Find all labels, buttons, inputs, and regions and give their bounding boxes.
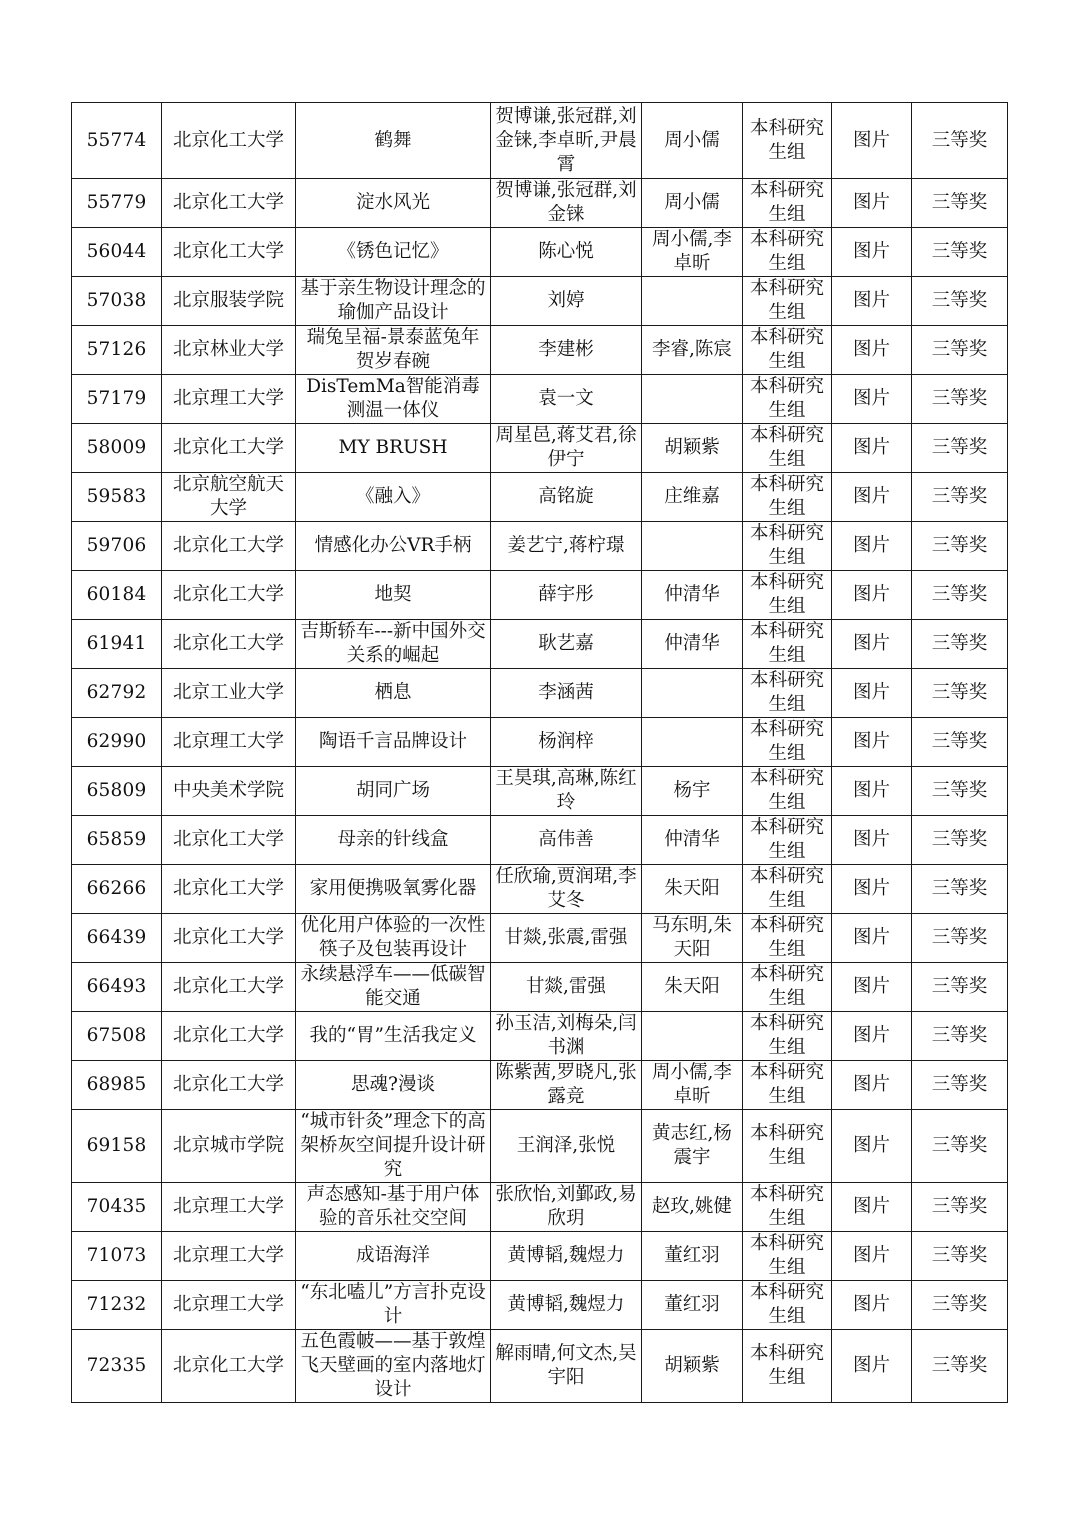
entry-id-cell: 59706: [72, 522, 162, 571]
authors-cell: 张欣怡,刘鄞政,易欣玥: [491, 1183, 642, 1232]
authors-cell: 高伟善: [491, 816, 642, 865]
table-row: [72, 963, 1008, 1012]
award-cell: 三等奖: [912, 522, 1008, 571]
entry-id-cell: 65809: [72, 767, 162, 816]
authors-cell: 王昊琪,高琳,陈红玲: [491, 767, 642, 816]
work-title-cell: 母亲的针线盒: [296, 816, 491, 865]
award-cell: 三等奖: [912, 865, 1008, 914]
award-cell: 三等奖: [912, 228, 1008, 277]
table-row: [72, 473, 1008, 522]
category-cell: 图片: [832, 326, 912, 375]
authors-cell: 甘燚,张震,雷强: [491, 914, 642, 963]
authors-cell: 杨润梓: [491, 718, 642, 767]
category-cell: 图片: [832, 767, 912, 816]
table-body: [72, 103, 1008, 1403]
school-cell: 北京理工大学: [162, 718, 296, 767]
school-cell: 北京化工大学: [162, 424, 296, 473]
group-cell: 本科研究生组: [743, 103, 832, 179]
advisor-cell: 朱天阳: [642, 865, 743, 914]
group-cell: 本科研究生组: [743, 424, 832, 473]
award-cell: 三等奖: [912, 424, 1008, 473]
award-cell: 三等奖: [912, 1330, 1008, 1403]
entry-id-cell: 58009: [72, 424, 162, 473]
group-cell: 本科研究生组: [743, 277, 832, 326]
work-title-cell: 胡同广场: [296, 767, 491, 816]
authors-cell: 刘婷: [491, 277, 642, 326]
advisor-cell: 朱天阳: [642, 963, 743, 1012]
award-cell: 三等奖: [912, 1281, 1008, 1330]
table-row: [72, 375, 1008, 424]
advisor-cell: [642, 277, 743, 326]
advisor-cell: [642, 522, 743, 571]
table-row: [72, 1110, 1008, 1183]
authors-cell: 贺博谦,张冠群,刘金铼,李卓昕,尹晨霄: [491, 103, 642, 179]
advisor-cell: 胡颖紫: [642, 424, 743, 473]
category-cell: 图片: [832, 963, 912, 1012]
entry-id-cell: 57126: [72, 326, 162, 375]
work-title-cell: 永续悬浮车——低碳智能交通: [296, 963, 491, 1012]
category-cell: 图片: [832, 669, 912, 718]
award-table: [71, 102, 1008, 1403]
table-row: [72, 669, 1008, 718]
award-cell: 三等奖: [912, 963, 1008, 1012]
advisor-cell: [642, 669, 743, 718]
category-cell: 图片: [832, 179, 912, 228]
advisor-cell: 周小儒: [642, 179, 743, 228]
award-cell: 三等奖: [912, 1061, 1008, 1110]
work-title-cell: 淀水风光: [296, 179, 491, 228]
table-row: [72, 326, 1008, 375]
award-cell: 三等奖: [912, 816, 1008, 865]
award-cell: 三等奖: [912, 277, 1008, 326]
group-cell: 本科研究生组: [743, 179, 832, 228]
table-row: [72, 1183, 1008, 1232]
entry-id-cell: 55774: [72, 103, 162, 179]
work-title-cell: 吉斯轿车---新中国外交关系的崛起: [296, 620, 491, 669]
school-cell: 北京服装学院: [162, 277, 296, 326]
entry-id-cell: 56044: [72, 228, 162, 277]
table-row: [72, 816, 1008, 865]
authors-cell: 周星邑,蒋艾君,徐伊宁: [491, 424, 642, 473]
group-cell: 本科研究生组: [743, 963, 832, 1012]
school-cell: 中央美术学院: [162, 767, 296, 816]
entry-id-cell: 69158: [72, 1110, 162, 1183]
entry-id-cell: 70435: [72, 1183, 162, 1232]
authors-cell: 黄博韬,魏煜力: [491, 1232, 642, 1281]
award-cell: 三等奖: [912, 103, 1008, 179]
school-cell: 北京化工大学: [162, 103, 296, 179]
award-cell: 三等奖: [912, 375, 1008, 424]
award-cell: 三等奖: [912, 473, 1008, 522]
work-title-cell: 《锈色记忆》: [296, 228, 491, 277]
group-cell: 本科研究生组: [743, 473, 832, 522]
category-cell: 图片: [832, 865, 912, 914]
award-cell: 三等奖: [912, 1183, 1008, 1232]
school-cell: 北京理工大学: [162, 1232, 296, 1281]
entry-id-cell: 60184: [72, 571, 162, 620]
category-cell: 图片: [832, 473, 912, 522]
group-cell: 本科研究生组: [743, 1232, 832, 1281]
table-row: [72, 277, 1008, 326]
group-cell: 本科研究生组: [743, 767, 832, 816]
table-row: [72, 228, 1008, 277]
advisor-cell: 周小儒: [642, 103, 743, 179]
work-title-cell: 栖息: [296, 669, 491, 718]
category-cell: 图片: [832, 571, 912, 620]
advisor-cell: 周小儒,李卓昕: [642, 228, 743, 277]
school-cell: 北京化工大学: [162, 865, 296, 914]
school-cell: 北京化工大学: [162, 914, 296, 963]
work-title-cell: 陶语千言品牌设计: [296, 718, 491, 767]
category-cell: 图片: [832, 1061, 912, 1110]
work-title-cell: 声态感知-基于用户体验的音乐社交空间: [296, 1183, 491, 1232]
table-row: [72, 718, 1008, 767]
work-title-cell: 思魂?漫谈: [296, 1061, 491, 1110]
authors-cell: 袁一文: [491, 375, 642, 424]
award-cell: 三等奖: [912, 718, 1008, 767]
authors-cell: 高铭旋: [491, 473, 642, 522]
group-cell: 本科研究生组: [743, 1281, 832, 1330]
authors-cell: 贺博谦,张冠群,刘金铼: [491, 179, 642, 228]
award-cell: 三等奖: [912, 767, 1008, 816]
school-cell: 北京航空航天大学: [162, 473, 296, 522]
work-title-cell: DisTemMa智能消毒测温一体仪: [296, 375, 491, 424]
category-cell: 图片: [832, 718, 912, 767]
work-title-cell: 我的“胃”生活我定义: [296, 1012, 491, 1061]
award-cell: 三等奖: [912, 326, 1008, 375]
advisor-cell: 李睿,陈宸: [642, 326, 743, 375]
table-row: [72, 1061, 1008, 1110]
authors-cell: 任欣瑜,贾润珺,李艾冬: [491, 865, 642, 914]
work-title-cell: 情感化办公VR手柄: [296, 522, 491, 571]
category-cell: 图片: [832, 1232, 912, 1281]
authors-cell: 薛宇彤: [491, 571, 642, 620]
table-row: [72, 1232, 1008, 1281]
school-cell: 北京理工大学: [162, 1183, 296, 1232]
authors-cell: 陈紫茜,罗晓凡,张露竞: [491, 1061, 642, 1110]
table-row: [72, 103, 1008, 179]
advisor-cell: 仲清华: [642, 571, 743, 620]
award-cell: 三等奖: [912, 1232, 1008, 1281]
table-row: [72, 767, 1008, 816]
entry-id-cell: 72335: [72, 1330, 162, 1403]
award-cell: 三等奖: [912, 914, 1008, 963]
group-cell: 本科研究生组: [743, 1012, 832, 1061]
school-cell: 北京化工大学: [162, 620, 296, 669]
work-title-cell: 瑞兔呈福-景泰蓝兔年贺岁春碗: [296, 326, 491, 375]
advisor-cell: [642, 375, 743, 424]
work-title-cell: 《融入》: [296, 473, 491, 522]
award-cell: 三等奖: [912, 620, 1008, 669]
award-cell: 三等奖: [912, 1012, 1008, 1061]
advisor-cell: 赵玫,姚健: [642, 1183, 743, 1232]
entry-id-cell: 71073: [72, 1232, 162, 1281]
advisor-cell: 董红羽: [642, 1232, 743, 1281]
work-title-cell: 成语海洋: [296, 1232, 491, 1281]
entry-id-cell: 71232: [72, 1281, 162, 1330]
advisor-cell: 胡颖紫: [642, 1330, 743, 1403]
award-cell: 三等奖: [912, 669, 1008, 718]
advisor-cell: [642, 1012, 743, 1061]
group-cell: 本科研究生组: [743, 1061, 832, 1110]
advisor-cell: 仲清华: [642, 620, 743, 669]
group-cell: 本科研究生组: [743, 1330, 832, 1403]
category-cell: 图片: [832, 228, 912, 277]
entry-id-cell: 66266: [72, 865, 162, 914]
group-cell: 本科研究生组: [743, 1110, 832, 1183]
authors-cell: 李建彬: [491, 326, 642, 375]
entry-id-cell: 66439: [72, 914, 162, 963]
authors-cell: 陈心悦: [491, 228, 642, 277]
work-title-cell: MY BRUSH: [296, 424, 491, 473]
group-cell: 本科研究生组: [743, 522, 832, 571]
advisor-cell: [642, 718, 743, 767]
authors-cell: 李涵茜: [491, 669, 642, 718]
category-cell: 图片: [832, 375, 912, 424]
table-row: [72, 424, 1008, 473]
authors-cell: 甘燚,雷强: [491, 963, 642, 1012]
work-title-cell: 鹤舞: [296, 103, 491, 179]
award-cell: 三等奖: [912, 1110, 1008, 1183]
school-cell: 北京工业大学: [162, 669, 296, 718]
advisor-cell: 庄维嘉: [642, 473, 743, 522]
school-cell: 北京化工大学: [162, 1012, 296, 1061]
group-cell: 本科研究生组: [743, 865, 832, 914]
entry-id-cell: 61941: [72, 620, 162, 669]
authors-cell: 孙玉洁,刘梅朵,闫书渊: [491, 1012, 642, 1061]
school-cell: 北京理工大学: [162, 375, 296, 424]
table-row: [72, 571, 1008, 620]
entry-id-cell: 57179: [72, 375, 162, 424]
group-cell: 本科研究生组: [743, 718, 832, 767]
advisor-cell: 周小儒,李卓昕: [642, 1061, 743, 1110]
school-cell: 北京城市学院: [162, 1110, 296, 1183]
school-cell: 北京化工大学: [162, 522, 296, 571]
category-cell: 图片: [832, 103, 912, 179]
advisor-cell: 董红羽: [642, 1281, 743, 1330]
category-cell: 图片: [832, 914, 912, 963]
group-cell: 本科研究生组: [743, 620, 832, 669]
group-cell: 本科研究生组: [743, 1183, 832, 1232]
school-cell: 北京化工大学: [162, 571, 296, 620]
work-title-cell: 地契: [296, 571, 491, 620]
group-cell: 本科研究生组: [743, 375, 832, 424]
category-cell: 图片: [832, 816, 912, 865]
entry-id-cell: 65859: [72, 816, 162, 865]
work-title-cell: 家用便携吸氧雾化器: [296, 865, 491, 914]
advisor-cell: 仲清华: [642, 816, 743, 865]
work-title-cell: 优化用户体验的一次性筷子及包装再设计: [296, 914, 491, 963]
entry-id-cell: 59583: [72, 473, 162, 522]
category-cell: 图片: [832, 1183, 912, 1232]
table-row: [72, 620, 1008, 669]
table-row: [72, 522, 1008, 571]
group-cell: 本科研究生组: [743, 571, 832, 620]
category-cell: 图片: [832, 1281, 912, 1330]
entry-id-cell: 62792: [72, 669, 162, 718]
advisor-cell: 马东明,朱天阳: [642, 914, 743, 963]
group-cell: 本科研究生组: [743, 914, 832, 963]
entry-id-cell: 62990: [72, 718, 162, 767]
category-cell: 图片: [832, 1012, 912, 1061]
entry-id-cell: 57038: [72, 277, 162, 326]
table-row: [72, 865, 1008, 914]
table-row: [72, 1012, 1008, 1061]
work-title-cell: “东北嗑儿”方言扑克设计: [296, 1281, 491, 1330]
group-cell: 本科研究生组: [743, 669, 832, 718]
advisor-cell: 杨宇: [642, 767, 743, 816]
category-cell: 图片: [832, 1110, 912, 1183]
work-title-cell: 基于亲生物设计理念的瑜伽产品设计: [296, 277, 491, 326]
category-cell: 图片: [832, 424, 912, 473]
school-cell: 北京化工大学: [162, 963, 296, 1012]
work-title-cell: “城市针灸”理念下的高架桥灰空间提升设计研究: [296, 1110, 491, 1183]
school-cell: 北京理工大学: [162, 1281, 296, 1330]
group-cell: 本科研究生组: [743, 816, 832, 865]
category-cell: 图片: [832, 522, 912, 571]
group-cell: 本科研究生组: [743, 326, 832, 375]
table-row: [72, 1281, 1008, 1330]
school-cell: 北京林业大学: [162, 326, 296, 375]
entry-id-cell: 66493: [72, 963, 162, 1012]
entry-id-cell: 55779: [72, 179, 162, 228]
entry-id-cell: 67508: [72, 1012, 162, 1061]
category-cell: 图片: [832, 277, 912, 326]
school-cell: 北京化工大学: [162, 179, 296, 228]
entry-id-cell: 68985: [72, 1061, 162, 1110]
award-cell: 三等奖: [912, 179, 1008, 228]
award-cell: 三等奖: [912, 571, 1008, 620]
authors-cell: 耿艺嘉: [491, 620, 642, 669]
table-row: [72, 179, 1008, 228]
table-row: [72, 914, 1008, 963]
work-title-cell: 五色霞帔——基于敦煌飞天壁画的室内落地灯设计: [296, 1330, 491, 1403]
school-cell: 北京化工大学: [162, 1061, 296, 1110]
school-cell: 北京化工大学: [162, 228, 296, 277]
group-cell: 本科研究生组: [743, 228, 832, 277]
advisor-cell: 黄志红,杨震宇: [642, 1110, 743, 1183]
category-cell: 图片: [832, 1330, 912, 1403]
school-cell: 北京化工大学: [162, 816, 296, 865]
category-cell: 图片: [832, 620, 912, 669]
authors-cell: 解雨晴,何文杰,吴宇阳: [491, 1330, 642, 1403]
authors-cell: 黄博韬,魏煜力: [491, 1281, 642, 1330]
authors-cell: 王润泽,张悦: [491, 1110, 642, 1183]
table-row: [72, 1330, 1008, 1403]
authors-cell: 姜艺宁,蒋柠璟: [491, 522, 642, 571]
school-cell: 北京化工大学: [162, 1330, 296, 1403]
